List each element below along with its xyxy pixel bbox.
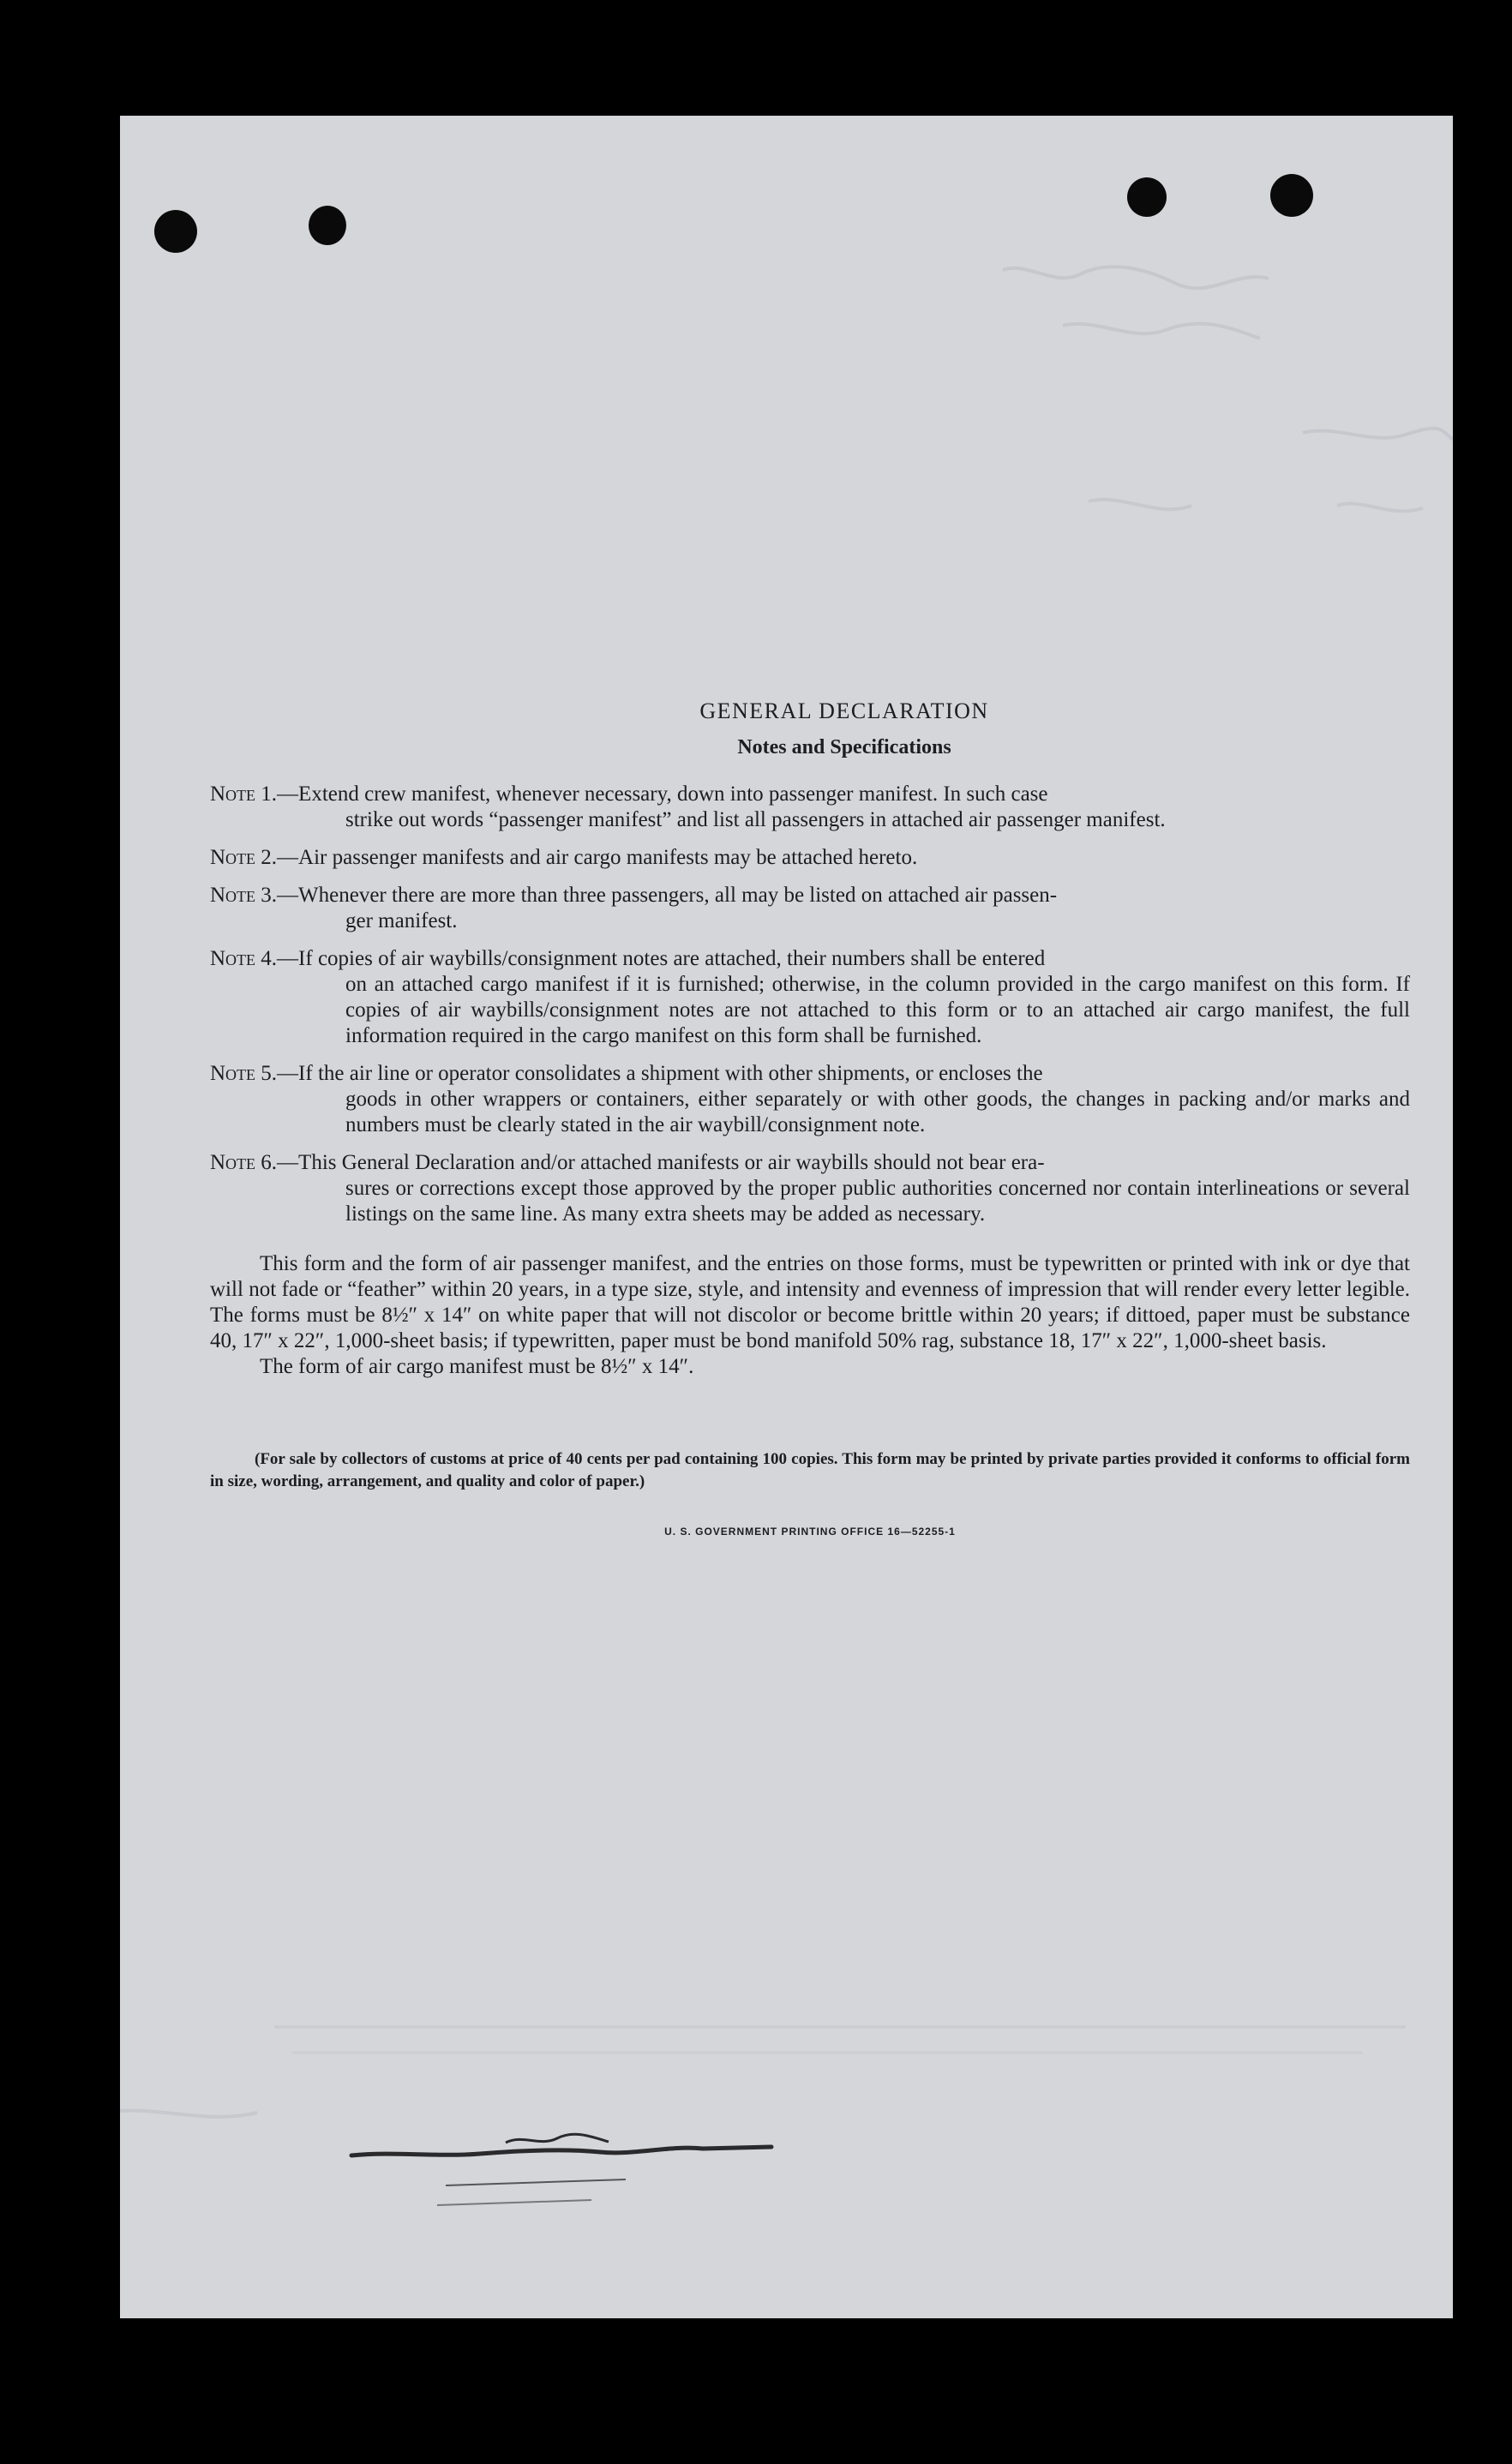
notes-list (210, 782, 1410, 1227)
note-3-label: Note 3.— (210, 884, 299, 907)
note-2-label: Note 2.— (210, 846, 299, 869)
note-6-first-line: This General Declaration and/or attached manifests or air waybills should not bear era- (298, 1151, 1045, 1174)
note-1 (210, 782, 1410, 833)
note-1-body: strike out words “passenger manifest” and list all passengers in attached air passenger manifest. (345, 808, 1166, 831)
note-3-body: ger manifest. (345, 909, 458, 932)
note-5-body: goods in other wrappers or containers, either separately or with other goods, the changes in packing and/or marks and numbers must be clearly stated in the air waybill/consignment note. (345, 1088, 1410, 1136)
document-page (120, 116, 1453, 2318)
sale-notice: (For sale by collectors of customs at price of 40 cents per pad containing 100 copies. This form may be printed by private parties provided it conforms to official form in size, wording, arrangement, and quality and color of paper.) (210, 1450, 1410, 1490)
note-5-label: Note 5.— (210, 1062, 299, 1085)
note-1-first-line: Extend crew manifest, whenever necessary, down into passenger manifest. In such case (298, 782, 1048, 806)
declaration-content (210, 698, 1410, 1538)
cargo-manifest-size: The form of air cargo manifest must be 8½″ x 14″. (260, 1355, 694, 1378)
note-5 (210, 1061, 1410, 1138)
note-3-first-line: Whenever there are more than three passengers, all may be listed on attached air passen- (298, 884, 1058, 907)
note-4-label: Note 4.— (210, 947, 299, 970)
note-6-label: Note 6.— (210, 1151, 299, 1174)
note-6-body: sures or corrections except those approved by the proper public authorities concerned nor contain interlineations or several listings on the same line. As many extra sheets may be added as necessary. (345, 1177, 1410, 1226)
note-3 (210, 883, 1410, 934)
note-2 (210, 845, 1410, 871)
note-4-body: on an attached cargo manifest if it is furnished; otherwise, in the column provided in the cargo manifest on this form. If copies of air waybills/consignment notes are not attached to this form or to an attached air cargo manifest, the full information required in the cargo manifest on this form shall be furnished. (345, 973, 1410, 1047)
printing-office-line: U. S. GOVERNMENT PRINTING OFFICE 16—52255-1 (664, 1526, 956, 1538)
note-5-first-line: If the air line or operator consolidates a shipment with other shipments, or encloses the (298, 1062, 1043, 1085)
signature-scribble (343, 2104, 789, 2207)
document-title: GENERAL DECLARATION (699, 698, 989, 723)
note-6 (210, 1150, 1410, 1227)
note-4-first-line: If copies of air waybills/consignment notes are attached, their numbers shall be entered (298, 947, 1046, 970)
document-subtitle: Notes and Specifications (737, 736, 951, 758)
note-1-label: Note 1.— (210, 782, 299, 806)
form-requirements-paragraph: This form and the form of air passenger manifest, and the entries on those forms, must be typewritten or printed with ink or dye that will not fade or “feather” within 20 years, in a type size, style, and intensity and evenness of impression that will render every letter legible. The forms must be 8½″ x 14″ on white paper that will not discolor or become brittle within 20 years; if dittoed, paper must be substance 40, 17″ x 22″, 1,000-sheet basis; if typewritten, paper must be bond manifold 50% rag, substance 18, 17″ x 22″, 1,000-sheet basis. (210, 1252, 1410, 1352)
note-2-first-line: Air passenger manifests and air cargo manifests may be attached hereto. (298, 846, 918, 869)
note-4 (210, 946, 1410, 1049)
